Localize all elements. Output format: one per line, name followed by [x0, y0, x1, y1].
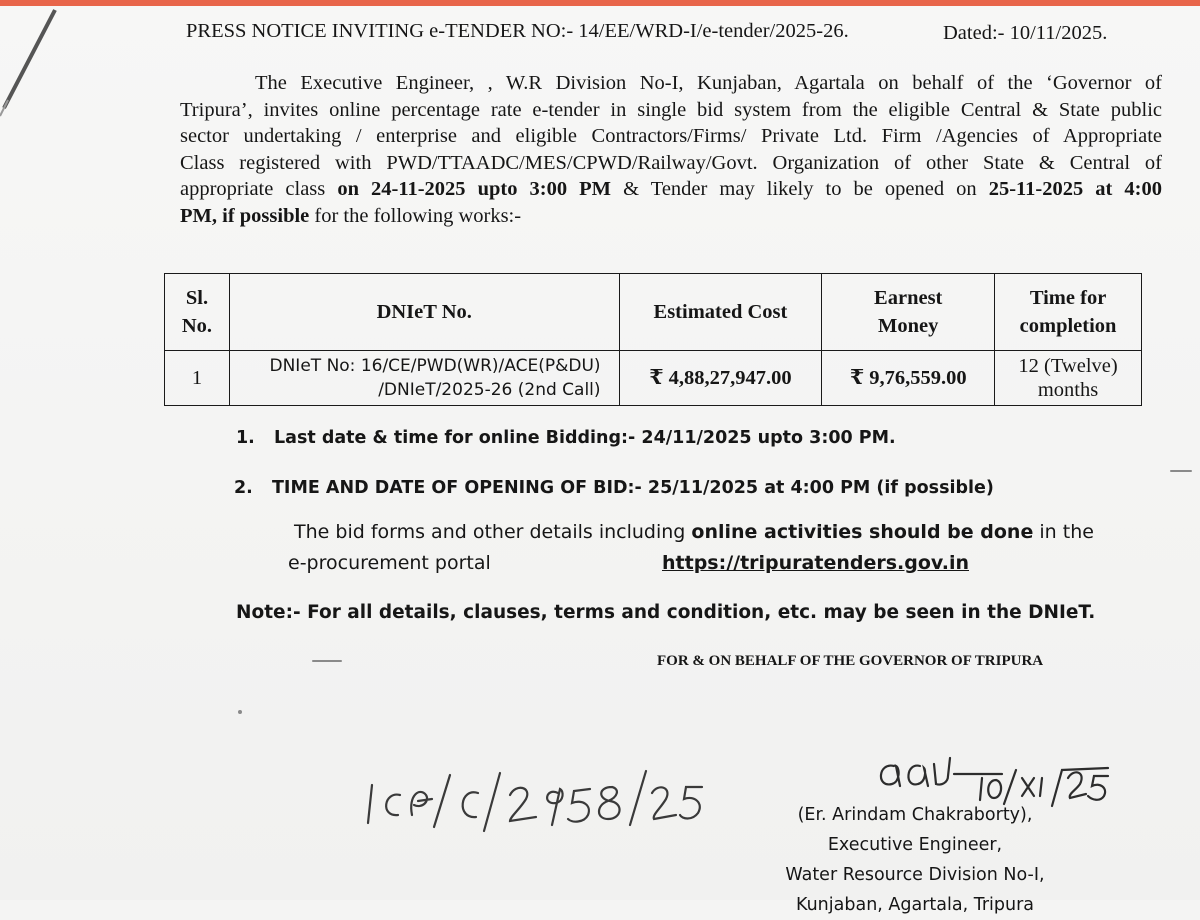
line-text: for the following works:- [309, 204, 522, 227]
signatory-division: Water Resource Division No-I, [785, 865, 1045, 885]
item-text: TIME AND DATE OF OPENING OF BID:- 25/11/2025 at 4:00 PM (if possible) [272, 478, 994, 498]
item-text: Last date & time for online Bidding:- 24/11/2025 upto 3:00 PM. [274, 428, 896, 448]
notice-paragraph [180, 70, 1162, 229]
time-line: 12 (Twelve) [1018, 355, 1118, 377]
cell-sl: 1 [165, 351, 230, 406]
column-header-estimated-cost: Estimated Cost [619, 274, 822, 351]
item-number: 2. [234, 478, 253, 498]
paragraph-line: Class registered with PWD/TTAADC/MES/CPWD/Railway/Govt. Organization of other State & Central of [180, 151, 1162, 174]
opening-time: PM, if possible [180, 204, 310, 227]
works-table [164, 273, 1142, 406]
top-color-stripe [0, 0, 1200, 6]
signatory-designation: Executive Engineer, [827, 835, 1003, 855]
paragraph-line [180, 176, 1162, 203]
notice-date: Dated:- 10/11/2025. [943, 22, 1108, 44]
behalf-line: FOR & ON BEHALF OF THE GOVERNOR OF TRIPURA [657, 653, 1044, 669]
cell-time [995, 351, 1142, 406]
line-text: & Tender may likely to be opened on [611, 178, 989, 200]
bid-instructions [294, 521, 1094, 543]
column-header-sl-no: Sl. No. [165, 274, 230, 351]
opening-date: 25-11-2025 at 4:00 [988, 178, 1163, 200]
column-header-dniet: DNIeT No. [229, 274, 619, 351]
time-line: months [1037, 379, 1099, 401]
scan-edge-mark [0, 8, 60, 118]
cell-earnest-money: ₹ 9,76,559.00 [822, 351, 995, 406]
table-row [165, 351, 1142, 406]
handwritten-reference [360, 765, 720, 835]
scan-speck [312, 660, 342, 662]
scan-speck [238, 710, 242, 714]
table-header-row [165, 274, 1142, 351]
notice-heading [186, 20, 1146, 43]
signatory-block [740, 800, 1090, 920]
paragraph-line: sector undertaking / enterprise and eligible Contractors/Firms/ Private Ltd. Firm /Agencies of Appropriate [180, 125, 1162, 147]
line-text: appropriate class [180, 178, 338, 200]
dniet-line: /DNIeT/2025-26 (2nd Call) [378, 380, 601, 400]
list-item [234, 478, 994, 498]
dniet-line: DNIeT No: 16/CE/PWD(WR)/ACE(P&DU) [269, 356, 601, 376]
scan-speck [1170, 470, 1192, 472]
bid-text: in the [1033, 521, 1094, 543]
signatory-name: (Er. Arindam Chakraborty), [797, 805, 1033, 825]
list-item [236, 428, 896, 448]
column-header-earnest-money: Earnest Money [822, 274, 995, 351]
column-header-time: Time for completion [995, 274, 1142, 351]
item-number: 1. [236, 428, 255, 448]
bid-text-bold: online activities should be done [691, 521, 1034, 543]
paragraph-line: The Executive Engineer, , W.R Division No-I, Kunjaban, Agartala on behalf of the ‘Governor of [255, 72, 1162, 94]
tender-number: PRESS NOTICE INVITING e-TENDER NO:- 14/EE/WRD-I/e-tender/2025-26. [186, 20, 849, 42]
bid-text: The bid forms and other details including [294, 521, 692, 543]
cell-estimated-cost: ₹ 4,88,27,947.00 [619, 351, 822, 406]
cell-dniet [229, 351, 619, 406]
paragraph-line: Tripura’, invites online percentage rate e-tender in single bid system from the eligible Central & State public [180, 98, 1162, 121]
portal-link[interactable]: https://tripuratenders.gov.in [662, 552, 969, 574]
signatory-location: Kunjaban, Agartala, Tripura [795, 895, 1034, 915]
note-text: Note:- For all details, clauses, terms and condition, etc. may be seen in the DNIeT. [236, 602, 1096, 623]
bid-deadline: on 24-11-2025 upto 3:00 PM [337, 178, 612, 200]
paragraph-line [180, 203, 1162, 230]
portal-label: e-procurement portal [288, 552, 491, 574]
